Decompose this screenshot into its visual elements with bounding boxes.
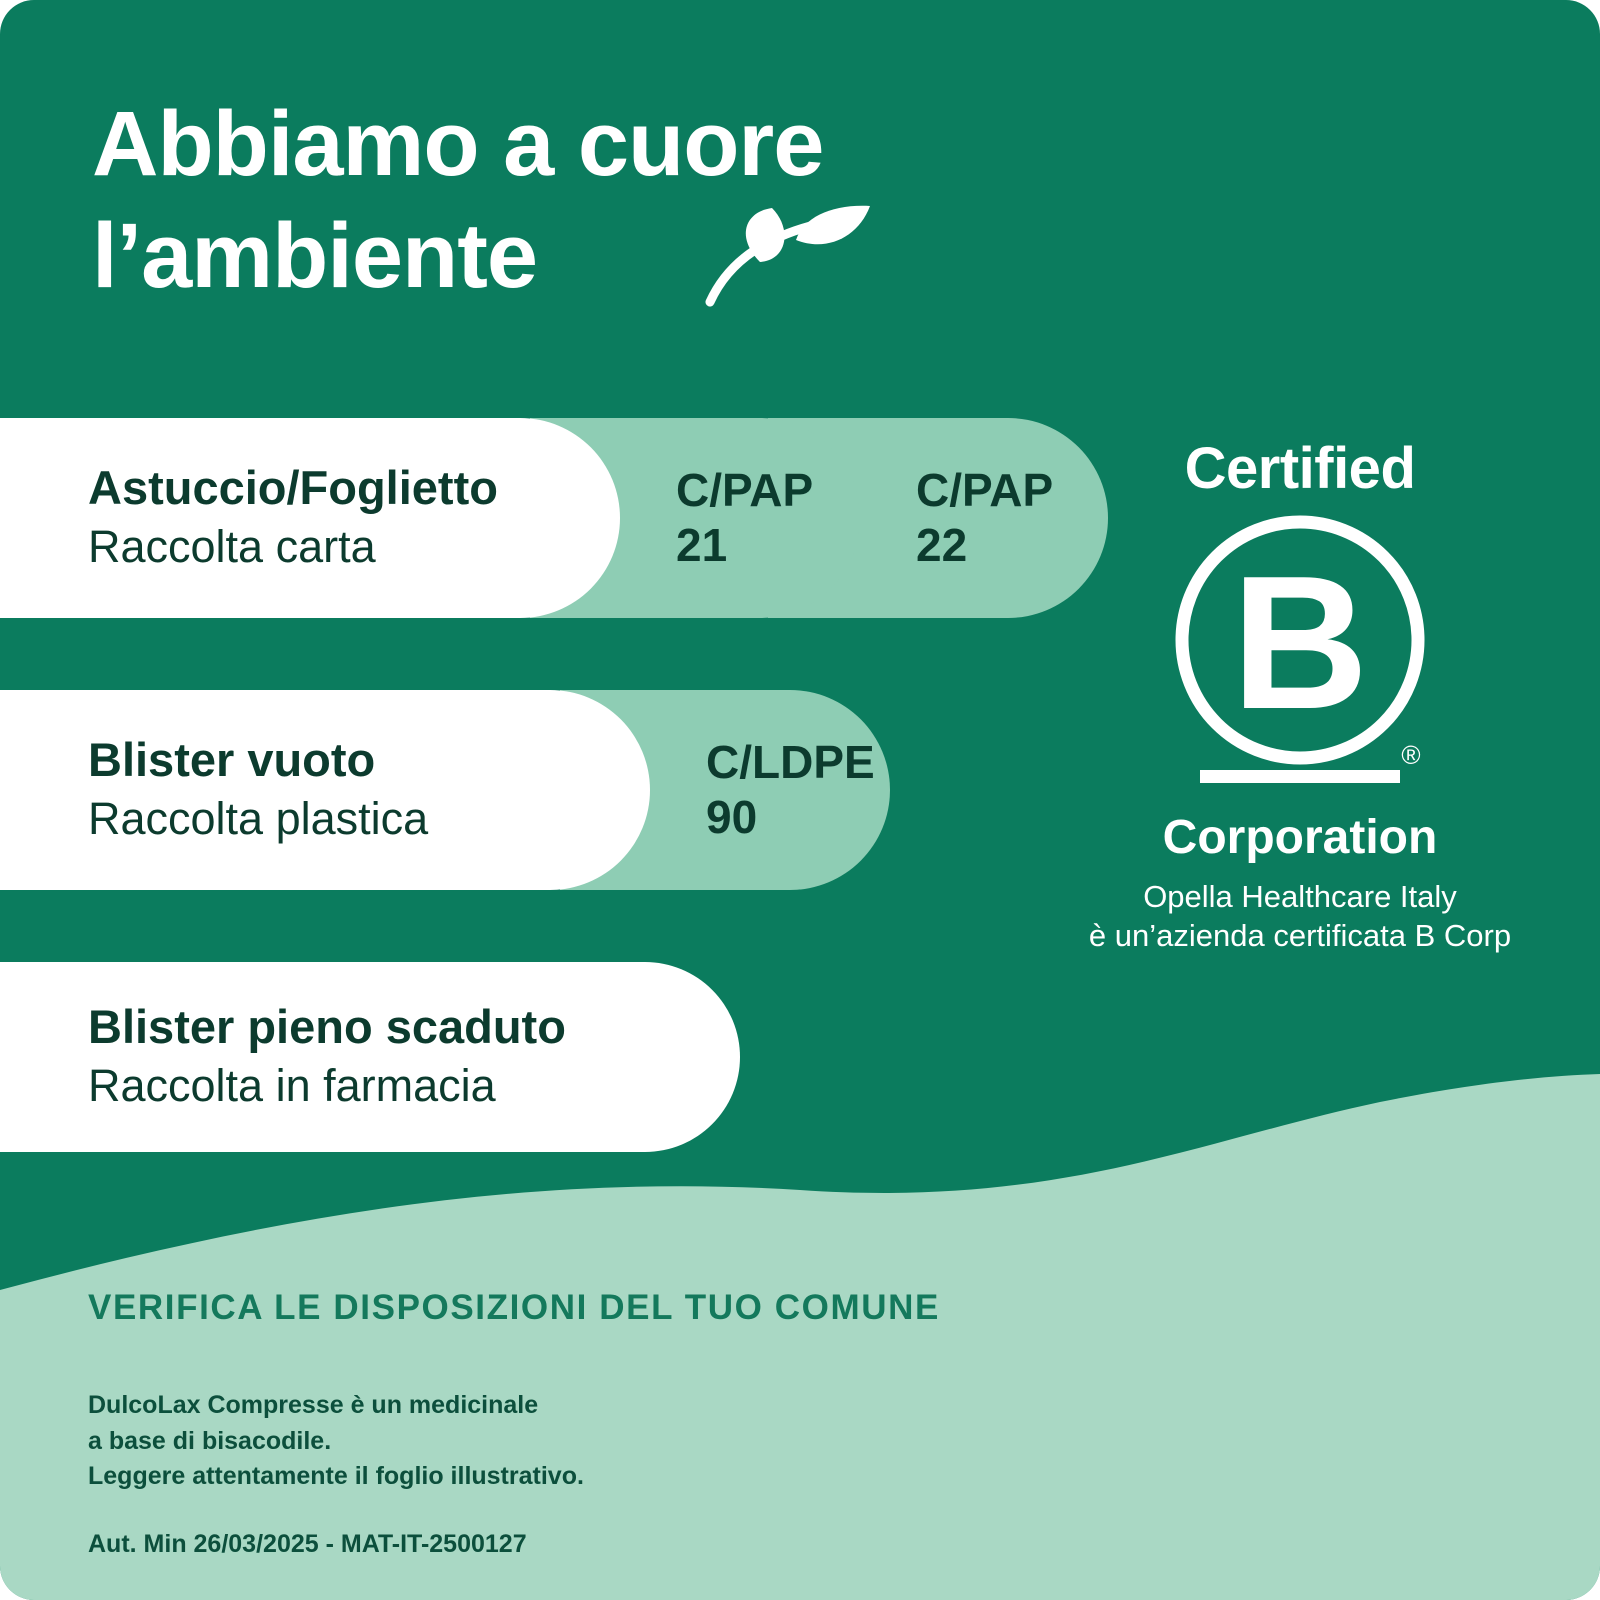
bcorp-certified-label: Certified xyxy=(1184,436,1416,501)
waste-row-blister-scaduto xyxy=(0,962,740,1152)
bcorp-corporation-label: Corporation xyxy=(1162,811,1438,864)
bcorp-b-icon xyxy=(1165,512,1435,812)
bcorp-note-line-1: Opella Healthcare Italy xyxy=(1143,879,1457,914)
material-code-number: 22 xyxy=(916,519,968,571)
legal-line-2: a base di bisacodile. xyxy=(88,1426,332,1455)
bcorp-note-line-2: è un’azienda certificata B Corp xyxy=(1088,917,1512,953)
waste-label-blister-scaduto xyxy=(0,962,740,1152)
material-code-name: C/PAP xyxy=(916,464,1054,517)
headline-line-1: Abbiamo a cuore xyxy=(92,93,824,195)
material-code-number: 90 xyxy=(706,791,758,843)
legal-disclaimer xyxy=(88,1388,584,1495)
waste-label-blister-vuoto xyxy=(0,690,650,890)
page-title xyxy=(92,88,1192,312)
waste-subtitle: Raccolta in farmacia xyxy=(88,1060,496,1112)
waste-label-astuccio xyxy=(0,418,620,618)
leaf-icon xyxy=(700,198,880,308)
bcorp-certification xyxy=(1060,436,1540,956)
material-code-name: C/LDPE xyxy=(706,736,875,789)
authorization-code: Aut. Min 26/03/2025 - MAT-IT-2500127 xyxy=(88,1530,527,1558)
material-code-name: C/PAP xyxy=(676,464,814,517)
bcorp-logo xyxy=(1165,512,1435,812)
waste-title: Blister pieno scaduto xyxy=(88,999,566,1053)
waste-row-astuccio xyxy=(0,418,1108,618)
waste-row-blister-vuoto xyxy=(0,690,890,890)
svg-text:B: B xyxy=(1231,537,1369,749)
waste-title: Astuccio/Foglietto xyxy=(88,460,498,514)
verify-notice: VERIFICA LE DISPOSIZIONI DEL TUO COMUNE xyxy=(88,1288,940,1327)
legal-line-3: Leggere attentamente il foglio illustrativo. xyxy=(88,1462,584,1490)
headline-line-2: l’ambiente xyxy=(92,205,538,308)
waste-subtitle: Raccolta carta xyxy=(88,521,376,573)
material-code-number: 21 xyxy=(676,519,728,571)
waste-subtitle: Raccolta plastica xyxy=(88,793,429,845)
svg-text:®: ® xyxy=(1401,740,1421,770)
waste-title: Blister vuoto xyxy=(88,732,376,786)
legal-line-1: DulcoLax Compresse è un medicinale xyxy=(88,1391,539,1419)
